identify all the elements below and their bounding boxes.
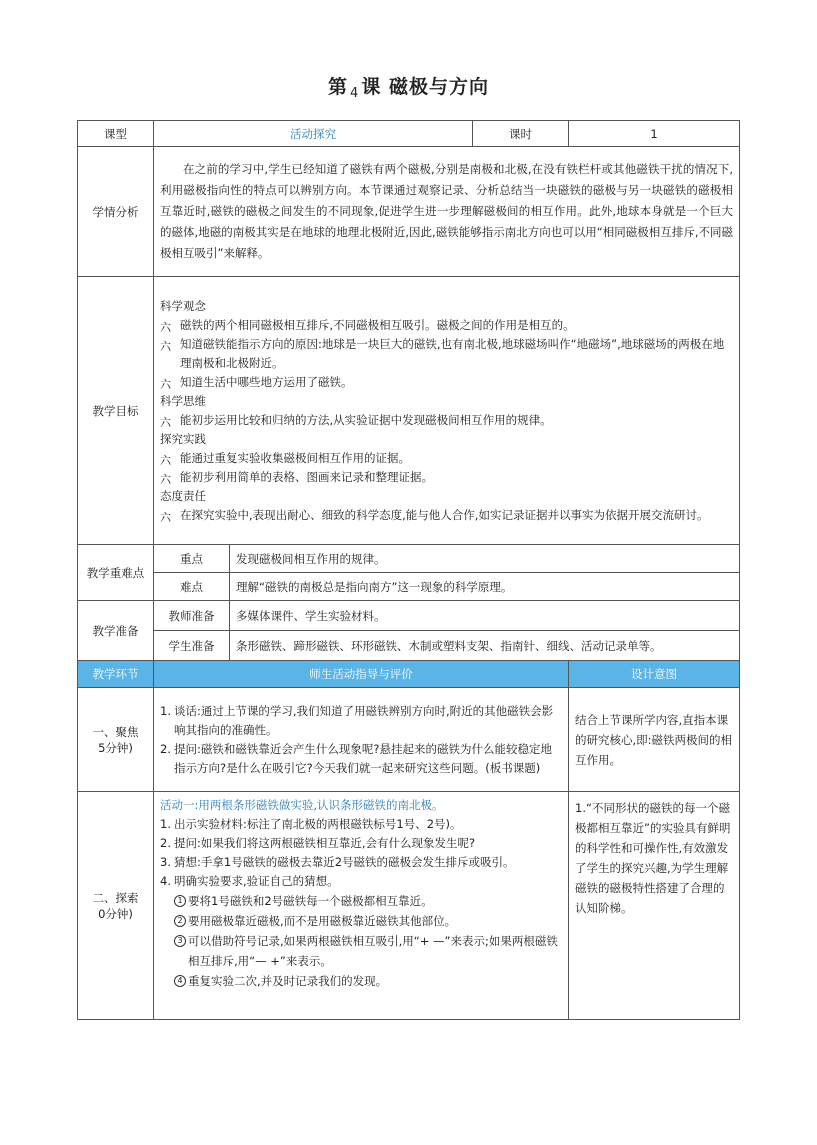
difficulty-row (78, 573, 740, 601)
phase2-step: 3. 猜想:手拿1号磁铁的磁极去靠近2号磁铁的磁极会发生排斥或吸引。 (160, 855, 515, 869)
phase2-label (78, 792, 154, 1020)
keypoints-label: 教学重难点 (78, 545, 154, 601)
period-value: 1 (569, 121, 740, 147)
type-label: 课型 (78, 121, 154, 147)
keypoint-row (78, 545, 740, 573)
goal-item: 六 能初步利用简单的表格、图画来记录和整理证据。 (160, 469, 433, 486)
goal-item: 六 知道生活中哪些地方运用了磁铁。 (160, 374, 353, 391)
phase2-intent: 1.“不同形状的磁铁的每一个磁极都相互靠近”的实验具有鲜明的科学性和可操作性,有效激发了学生的探究兴趣,为学生理解磁铁的磁极特性搭建了合理的认知阶梯。 (569, 792, 740, 1020)
title-text: 课 磁极与方向 (361, 76, 489, 98)
prep-label: 教学准备 (78, 601, 154, 661)
requirement-item: 2 要用磁极靠近磁极,而不是用磁极靠近磁铁其他部位。 (160, 911, 562, 931)
phase2-step: 2. 提问:如果我们将这两根磁铁相互靠近,会有什么现象发生呢? (160, 836, 476, 850)
process-header-row (78, 661, 740, 688)
requirement-item: 4 重复实验二次,并及时记录我们的发现。 (160, 971, 562, 991)
phase1-row (78, 688, 740, 792)
header-phase: 教学环节 (78, 661, 154, 688)
requirement-item: 1 要将1号磁铁和2号磁铁每一个磁极都相互靠近。 (160, 891, 562, 911)
difficulty-value: 理解“磁铁的南极总是指向南方”这一现象的科学原理。 (230, 573, 740, 601)
phase2-row (78, 792, 740, 1020)
type-value: 活动探究 (154, 121, 473, 147)
student-prep-label: 学生准备 (154, 631, 230, 661)
teacher-prep-row (78, 601, 740, 631)
goal-item: 六 能初步运用比较和归纳的方法,从实验证据中发现磁极间相互作用的规律。 (160, 412, 552, 429)
phase2-step: 1. 出示实验材料:标注了南北极的两根磁铁标号1号、2号)。 (160, 817, 462, 831)
goal-section-head: 探究实践 (160, 431, 206, 446)
period-label: 课时 (473, 121, 569, 147)
student-prep-row (78, 631, 740, 661)
phase2-time: 0分钟) (98, 906, 133, 921)
phase1-step: 2. 提问:磁铁和磁铁靠近会产生什么现象呢?悬挂起来的磁铁为什么能较稳定地指示方向?是什么在吸引它?今天我们就一起来研究这些问题。(板书课题) (160, 741, 552, 775)
phase1-name: 一、聚焦 (92, 724, 139, 739)
lesson-number: 4 (350, 86, 360, 101)
focus-value: 发现磁极间相互作用的规律。 (230, 545, 740, 573)
header-activity: 师生活动指导与评价 (154, 661, 569, 688)
page-title (0, 72, 817, 101)
phase1-step: 1. 谈话:通过上节课的学习,我们知道了用磁铁辨别方向时,附近的其他磁铁会影响其指向的准确性。 (160, 703, 554, 737)
header-intent: 设计意图 (569, 661, 740, 688)
goals-row (78, 277, 740, 545)
type-row (78, 121, 740, 147)
phase1-label (78, 688, 154, 792)
goal-item: 六 能通过重复实验收集磁极间相互作用的证据。 (160, 450, 410, 467)
phase1-time: 5分钟) (98, 740, 133, 755)
goal-item: 六 在探究实验中,表现出耐心、细致的科学态度,能与他人合作,如实记录证据并以事实为依据开展交流研讨。 (160, 507, 709, 524)
goal-section-head: 态度责任 (160, 488, 206, 503)
student-prep-value: 条形磁铁、蹄形磁铁、环形磁铁、木制或塑料支架、指南针、细线、活动记录单等。 (230, 631, 740, 661)
phase1-intent: 结合上节课所学内容,直指本课的研究核心,即:磁铁两极间的相互作用。 (569, 688, 740, 792)
lesson-plan-table (77, 120, 740, 1020)
teacher-prep-label: 教师准备 (154, 601, 230, 631)
difficulty-label: 难点 (154, 573, 230, 601)
goal-section-head: 科学观念 (160, 298, 206, 313)
title-prefix: 第 (328, 76, 349, 98)
situation-label: 学情分析 (78, 147, 154, 277)
phase2-name: 二、探索 (92, 890, 139, 905)
requirement-item: 3 可以借助符号记录,如果两根磁铁相互吸引,用“+ —”来表示;如果两根磁铁相互排斥,用“— +”来表示。 (160, 931, 562, 971)
goal-item: 六 磁铁的两个相同磁极相互排斥,不同磁极相互吸引。磁极之间的作用是相互的。 (160, 317, 575, 334)
goals-label: 教学目标 (78, 277, 154, 545)
goal-section-head: 科学思维 (160, 393, 206, 408)
situation-text: 在之前的学习中,学生已经知道了磁铁有两个磁极,分别是南极和北极,在没有铁栏杆或其他磁铁干扰的情况下,利用磁极指向性的特点可以辨别方向。本节课通过观察记录、分析总结当一块磁铁的磁极与另一块磁铁的磁极相互靠近时,磁铁的磁极之间发生的不同现象,促进学生进一步理解磁极间的相互作用。此外,地球本身就是一个巨大的磁体,地磁的南极其实是在地球的地理北极附近,因此,磁铁能够指示南北方向也可以用“相同磁极相互排斥,不同磁极相互吸引”来解释。 (160, 162, 734, 260)
focus-label: 重点 (154, 545, 230, 573)
activity-title: 活动一:用两根条形磁铁做实验,认识条形磁铁的南北极。 (160, 798, 444, 812)
goal-item: 六 知道磁铁能指示方向的原因:地球是一块巨大的磁铁,也有南北极,地球磁场叫作“地磁场”,地球磁场的两极在地理南极和北极附近。 (160, 336, 725, 370)
situation-row (78, 147, 740, 277)
teacher-prep-value: 多媒体课件、学生实验材料。 (230, 601, 740, 631)
phase2-step: 4. 明确实验要求,验证自己的猜想。 (160, 874, 339, 888)
